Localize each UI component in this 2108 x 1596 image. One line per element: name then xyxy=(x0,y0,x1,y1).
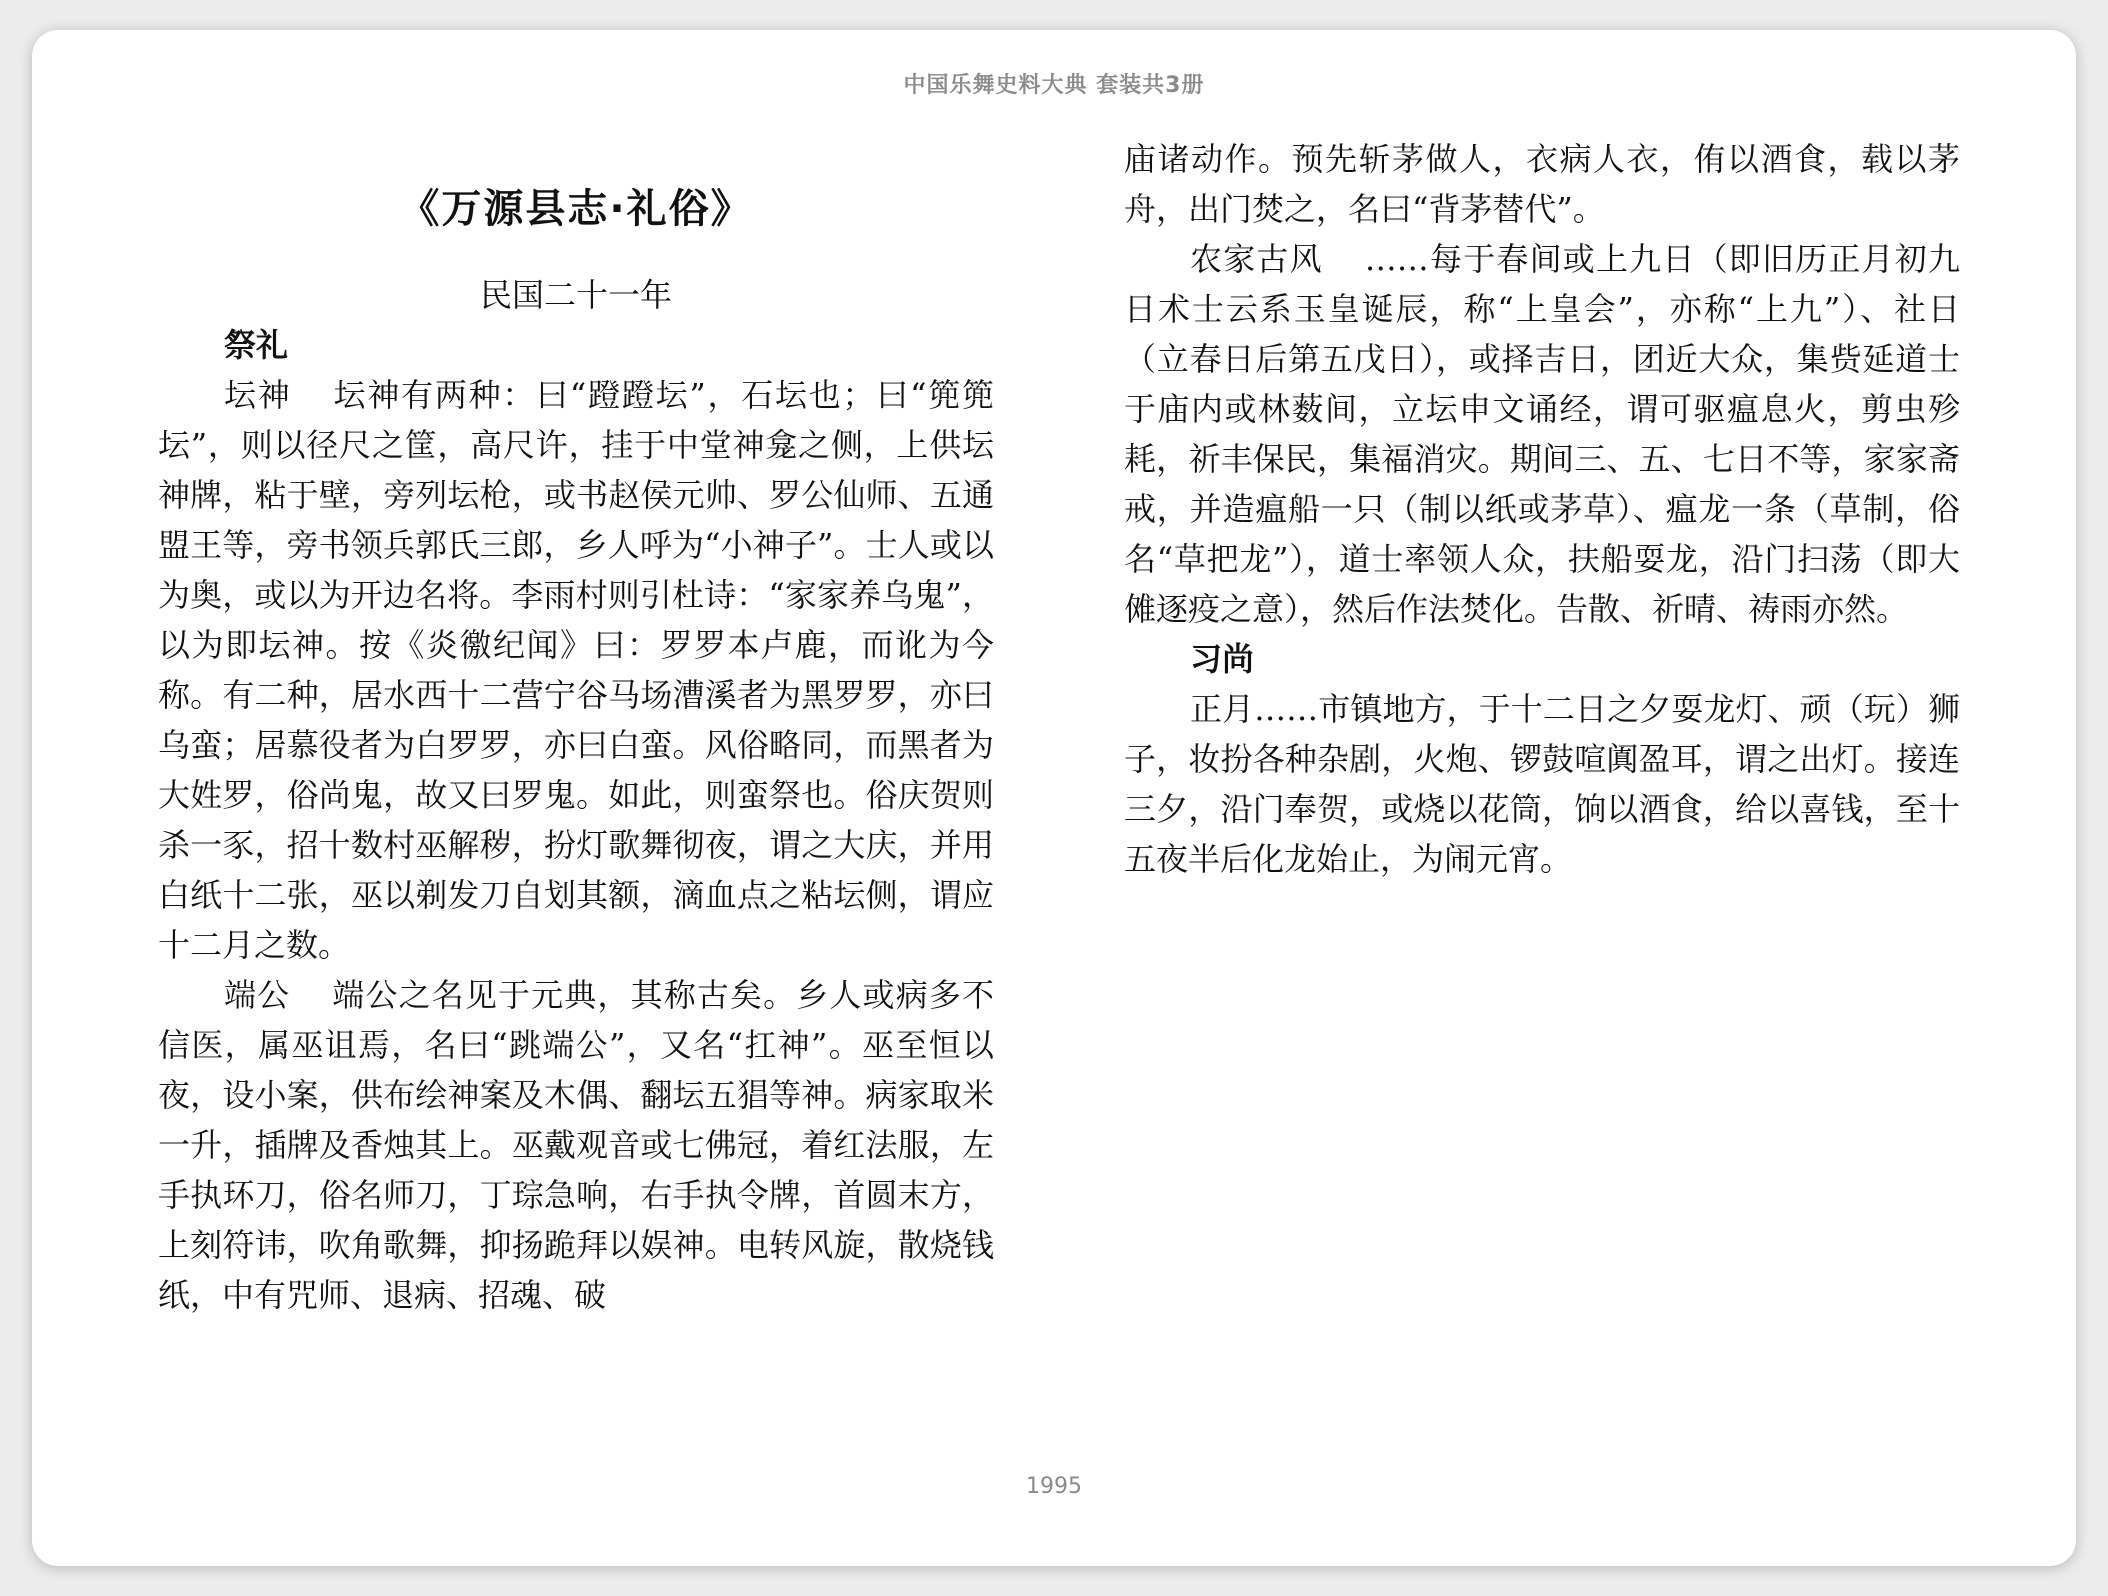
term-nongjia: 农家古风 xyxy=(1190,240,1323,278)
page-number: 1995 xyxy=(1026,1474,1082,1499)
paragraph-text: 坛神有两种：曰“蹬蹬坛”，石坛也；曰“篼篼坛”，则以径尺之筐，高尺许，挂于中堂神龛之侧，上供坛神牌，粘于壁，旁列坛枪，或书赵侯元帅、罗公仙师、五通盟王等，旁书领兵郭氏三郎，乡人呼为“小神子”。士人或以为奥，或以为开边名将。李雨村则引杜诗：“家家养乌鬼”，以为即坛神。按《炎徼纪闻》曰：罗罗本卢鹿，而讹为今称。有二种，居水西十二营宁谷马场漕溪者为黑罗罗，亦曰乌蛮；居慕役者为白罗罗，亦曰白蛮。风俗略同，而黑者为大姓罗，俗尚鬼，故又曰罗鬼。如此，则蛮祭也。俗庆贺则杀一豕，招十数村巫解秽，扮灯歌舞彻夜，谓之大庆，并用白纸十二张，巫以剃发刀自划其额，滴血点之粘坛侧，谓应十二月之数。 xyxy=(158,376,994,964)
term-tanshen: 坛神 xyxy=(224,376,292,414)
paragraph-zhengyue: 正月……市镇地方，于十二日之夕耍龙灯、顽（玩）狮子，妆扮各种杂剧，火炮、锣鼓喧阗盈耳，谓之出灯。接连三夕，沿门奉贺，或烧以花筒，饷以酒食，给以喜钱，至十五夜半后化龙始止，为闹元宵。 xyxy=(1124,690,1960,878)
section-heading-jili: 祭礼 xyxy=(224,326,289,364)
term-duangong: 端公 xyxy=(224,976,291,1014)
left-column xyxy=(158,184,994,1320)
book-page xyxy=(32,30,2076,1566)
paragraph-continued: 庙诸动作。预先斩茅做人，衣病人衣，侑以酒食，载以茅舟，出门焚之，名曰“背茅替代”。 xyxy=(1124,140,1960,228)
paragraph-text: 端公之名见于元典，其称古矣。乡人或病多不信医，属巫诅焉，名曰“跳端公”，又名“扛神”。巫至恒以夜，设小案，供布绘神案及木偶、翻坛五猖等神。病家取米一升，插牌及香烛其上。巫戴观音或七佛冠，着红法服，左手执环刀，俗名师刀，丁琮急响，右手执令牌，首圆末方，上刻符讳，吹角歌舞，抑扬跪拜以娱神。电转风旋，散烧钱纸，中有咒师、退病、招魂、破 xyxy=(158,976,994,1314)
chapter-title: 《万源县志·礼俗》 xyxy=(399,186,753,232)
section-heading-xishang: 习尚 xyxy=(1190,640,1255,678)
paragraph-text: ……每于春间或上九日（即旧历正月初九日术士云系玉皇诞辰，称“上皇会”，亦称“上九”）、社日（立春日后第五戊日），或择吉日，团近大众，集赀延道士于庙内或林薮间，立坛申文诵经，谓可驱瘟息火，剪虫殄耗，祈丰保民，集福消灾。期间三、五、七日不等，家家斋戒，并造瘟船一只（制以纸或茅草）、瘟龙一条（草制，俗名“草把龙”），道士率领人众，扶船耍龙，沿门扫荡（即大傩逐疫之意），然后作法焚化。告散、祈晴、祷雨亦然。 xyxy=(1124,240,1960,628)
paragraph-tanshen xyxy=(158,370,994,970)
book-title: 中国乐舞史料大典 套装共3册 xyxy=(903,73,1205,98)
paragraph-duangong xyxy=(158,970,994,1320)
paragraph-nongjia xyxy=(1124,234,1960,634)
right-column xyxy=(1124,134,1960,884)
chapter-subtitle: 民国二十一年 xyxy=(479,276,672,314)
